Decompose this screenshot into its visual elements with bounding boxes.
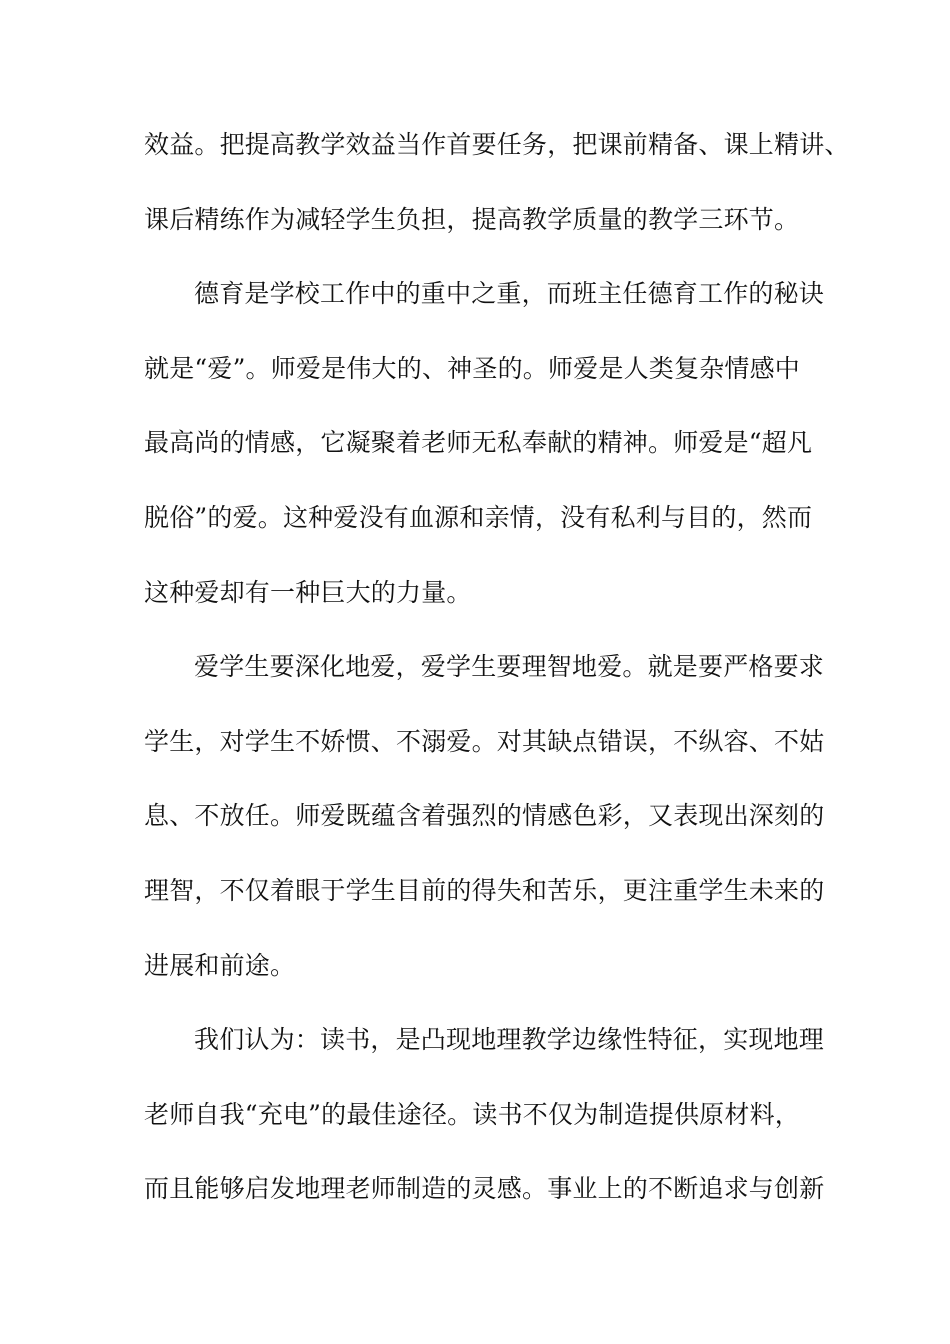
text-line: 就是“爱”。师爱是伟大的、神圣的。师爱是人类复杂情感中 bbox=[144, 353, 800, 383]
text-line: 课后精练作为减轻学生负担，提高教学质量的教学三环节。 bbox=[144, 204, 800, 234]
text-line: 理智，不仅着眼于学生目前的得失和苦乐，更注重学生未来的 bbox=[144, 875, 825, 905]
text-line: 最高尚的情感，它凝聚着老师无私奉献的精神。师爱是“超凡 bbox=[144, 428, 813, 458]
text-line: 学生，对学生不娇惯、不溺爱。对其缺点错误，不纵容、不姑 bbox=[144, 726, 825, 756]
paragraph-start-line: 我们认为：读书，是凸现地理教学边缘性特征，实现地理 bbox=[194, 1025, 825, 1055]
text-line: 老师自我“充电”的最佳途径。读书不仅为制造提供原材料， bbox=[144, 1099, 800, 1129]
text-line: 而且能够启发地理老师制造的灵感。事业上的不断追求与创新 bbox=[144, 1174, 825, 1204]
text-line: 效益。把提高教学效益当作首要任务，把课前精备、课上精讲、 bbox=[144, 130, 850, 159]
body-text bbox=[144, 120, 850, 1239]
text-line: 这种爱却有一种巨大的力量。 bbox=[144, 577, 472, 607]
text-line: 进展和前途。 bbox=[144, 950, 296, 980]
text-line: 脱俗”的爱。这种爱没有血源和亲情，没有私利与目的，然而 bbox=[144, 502, 813, 532]
paragraph-start-line: 爱学生要深化地爱，爱学生要理智地爱。就是要严格要求 bbox=[194, 652, 825, 682]
text-line: 息、不放任。师爱既蕴含着强烈的情感色彩，又表现出深刻的 bbox=[144, 801, 825, 831]
paragraph-start-line: 德育是学校工作中的重中之重，而班主任德育工作的秘诀 bbox=[194, 279, 825, 309]
